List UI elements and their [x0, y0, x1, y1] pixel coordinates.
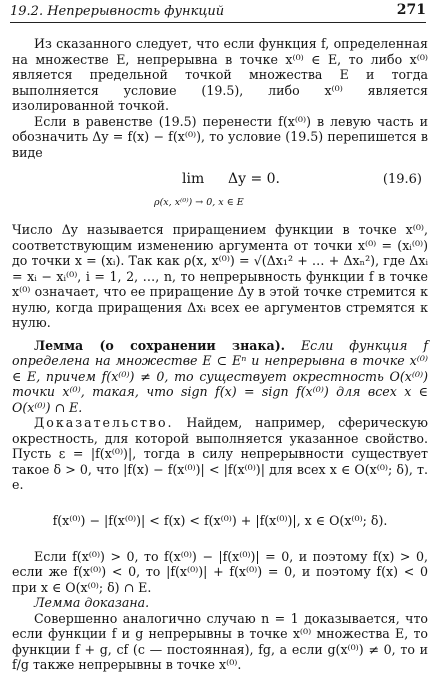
formula-19-6 — [12, 160, 428, 222]
paragraph-sign-cases: Если f(x⁽⁰⁾) > 0, то f(x⁽⁰⁾) − |f(x⁽⁰⁾)| = 0, и поэтому f(x) > 0, если же f(x⁽⁰⁾) < 0, то |f(x⁽⁰⁾)| + f(x⁽⁰⁾) = 0, и поэтому f(x) < 0 при x ∈ O(x⁽⁰⁾; δ) ∩ E. — [12, 548, 428, 595]
equation-number: (19.6) — [382, 172, 422, 187]
paragraph-intro: Из сказанного следует, что если функция f, определенная на множестве E, непрерывна в точке x⁽⁰⁾ ∈ E, то либо x⁽⁰⁾ является предельной точкой множества E и тогда выполняется условие (19.5), либо x⁽⁰⁾ является изолированной точкой. — [12, 36, 428, 113]
proof-label: Доказательство. — [34, 415, 174, 430]
proof-paragraph — [12, 415, 428, 493]
header-rule — [10, 22, 426, 23]
lemma-title: Лемма (о сохранении знака). — [34, 337, 286, 353]
page-body — [12, 36, 428, 673]
limit-expression: Δy = 0. — [228, 171, 281, 187]
inequality-display — [12, 493, 428, 549]
running-header — [10, 2, 426, 24]
running-title: 19.2. Непрерывность функций — [10, 4, 225, 19]
lemma-body: Если функция f определена на множестве E ⊂ Eⁿ и непрерывна в точке x⁽⁰⁾ ∈ E, причем f(x⁽⁰⁾) ≠ 0, то существует окрестность O(x⁽⁰⁾) точки x⁽⁰⁾, такая, что sign f(x) = sign f(x⁽⁰⁾) для всех x ∈ O(x⁽⁰⁾) ∩ E. — [12, 337, 429, 415]
lemma-statement — [12, 338, 428, 416]
paragraph-rewrite: Если в равенстве (19.5) перенести f(x⁽⁰⁾) в левую часть и обозначить Δy = f(x) − f(x⁽⁰⁾), то условие (19.5) перепишется в виде — [12, 113, 428, 160]
inequality-text: f(x⁽⁰⁾) − |f(x⁽⁰⁾)| < f(x) < f(x⁽⁰⁾) + |f(x⁽⁰⁾)|, x ∈ O(x⁽⁰⁾; δ). — [52, 512, 388, 528]
proof-body: Найдем, например, сферическую окрестность, для которой выполняется указанное свойство. Пусть ε = |f(x⁽⁰⁾)|, тогда в силу непрерывности существует такое δ > 0, что |f(x) − f(x⁽⁰⁾)| < |f(x⁽⁰⁾)| для всех x ∈ O(x⁽⁰⁾; δ), т. е. — [12, 415, 428, 492]
page-number: 271 — [396, 2, 426, 18]
limit-operator: lim — [182, 171, 205, 187]
paragraph-increment: Число Δy называется приращением функции в точке x⁽⁰⁾, соответствующим изменению аргумента от точки x⁽⁰⁾ = (xᵢ⁽⁰⁾) до точки x = (xᵢ). Так как ρ(x, x⁽⁰⁾) = √(Δx₁² + … + Δxₙ²), где Δxᵢ = xᵢ − xᵢ⁽⁰⁾, i = 1, 2, …, n, то непрерывность функции f в точке x⁽⁰⁾ означает, что ее приращение Δy в этой точке стремится к нулю, когда приращения Δxᵢ всех ее аргументов стремятся к нулю. — [12, 222, 428, 330]
lemma-proved — [12, 595, 428, 611]
paragraph-continuity-operations: Совершенно аналогично случаю n = 1 доказывается, что если функции f и g непрерывны в точке x⁽⁰⁾ множества E, то функции f + g, cf (c — постоянная), fg, а если g(x⁽⁰⁾) ≠ 0, то и f/g также непрерывны в точке x⁽⁰⁾. — [12, 610, 428, 672]
lemma-proved-text: Лемма доказана. — [34, 595, 150, 610]
limit-subscript: ρ(x, x⁽⁰⁾) → 0, x ∈ E — [154, 197, 244, 208]
